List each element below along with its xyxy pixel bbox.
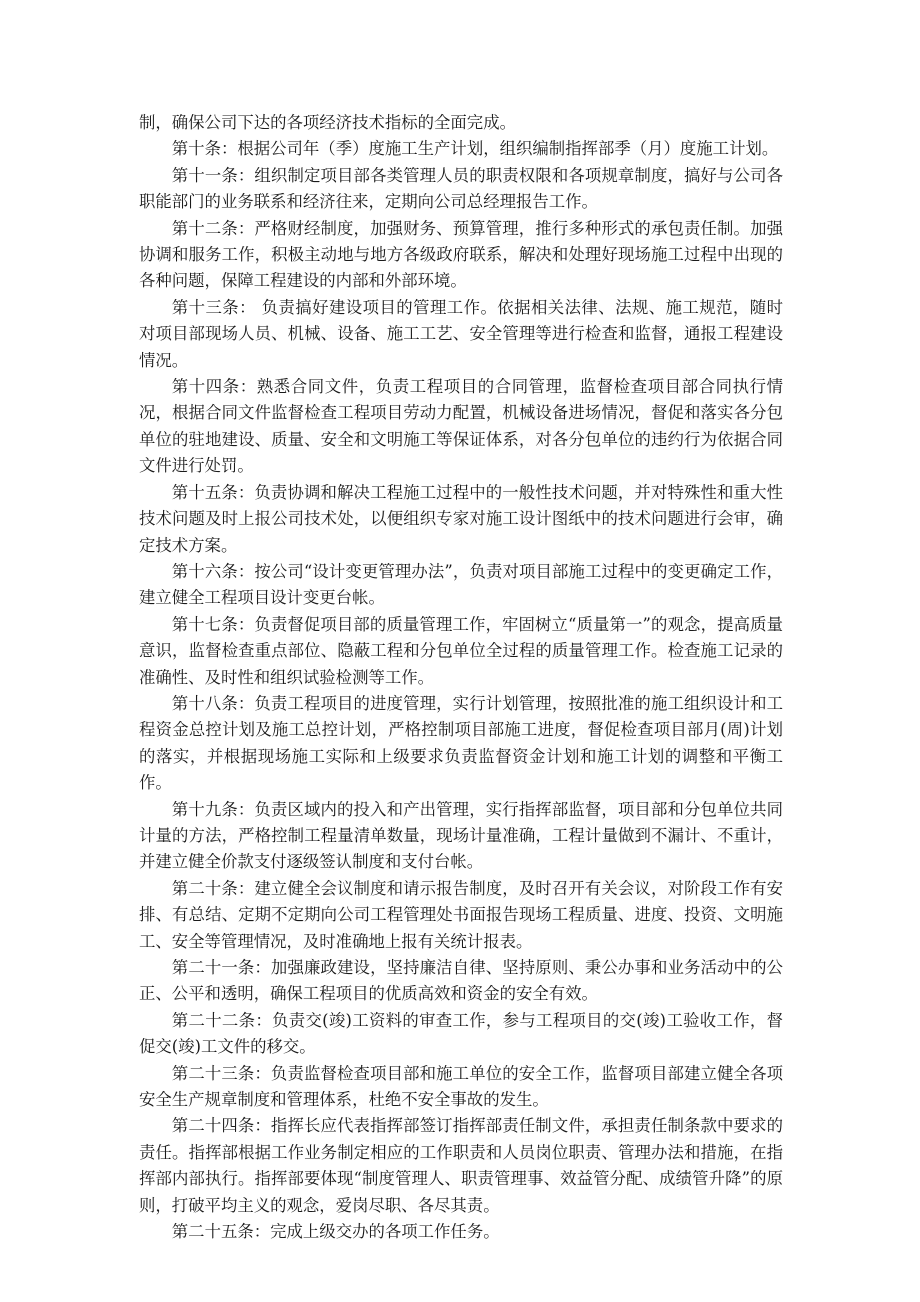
article-18: 第十八条：负责工程项目的进度管理，实行计划管理，按照批准的施工组织设计和工程资金总控计划及施工总控计划，严格控制项目部施工进度，督促检查项目部月(周)计划的落实，并根据现场施工实际和上级要求负责监督资金计划和施工计划的调整和平衡工作。 bbox=[139, 693, 783, 793]
article-13: 第十三条： 负责搞好建设项目的管理工作。依据相关法律、法规、施工规范，随时对项目部现场人员、机械、设备、施工工艺、安全管理等进行检查和监督，通报工程建设情况。 bbox=[139, 297, 783, 370]
article-16: 第十六条：按公司“设计变更管理办法”，负责对项目部施工过程中的变更确定工作，建立健全工程项目设计变更台帐。 bbox=[139, 561, 783, 608]
paragraph-continuation: 制，确保公司下达的各项经济技术指标的全面完成。 bbox=[139, 113, 516, 132]
article-11: 第十一条：组织制定项目部各类管理人员的职责权限和各项规章制度，搞好与公司各职能部门的业务联系和经济往来，定期向公司总经理报告工作。 bbox=[139, 165, 783, 212]
article-24: 第二十四条：指挥长应代表指挥部签订指挥部责任制文件，承担责任制条款中要求的责任。指挥部根据工作业务制定相应的工作职责和人员岗位职责、管理办法和措施，在指挥部内部执行。指挥部要体现“制度管理人、职责管理事、效益管分配、成绩管升降”的原则，打破平均主义的观念，爱岗尽职、各尽其责。 bbox=[139, 1116, 783, 1215]
article-22: 第二十二条：负责交(竣)工资料的审查工作，参与工程项目的交(竣)工验收工作，督促交(竣)工文件的移交。 bbox=[139, 1010, 783, 1057]
article-23: 第二十三条：负责监督检查项目部和施工单位的安全工作，监督项目部建立健全各项安全生产规章制度和管理体系，杜绝不安全事故的发生。 bbox=[139, 1063, 783, 1110]
article-14: 第十四条：熟悉合同文件，负责工程项目的合同管理，监督检查项目部合同执行情况，根据合同文件监督检查工程项目劳动力配置，机械设备进场情况，督促和落实各分包单位的驻地建设、质量、安全和文明施工等保证体系，对各分包单位的违约行为依据合同文件进行处罚。 bbox=[139, 377, 783, 476]
article-21: 第二十一条：加强廉政建设，坚持廉洁自律、坚持原则、秉公办事和业务活动中的公正、公平和透明，确保工程项目的优质高效和资金的安全有效。 bbox=[139, 958, 783, 1004]
document-body bbox=[139, 110, 783, 1245]
article-19: 第十九条：负责区域内的投入和产出管理，实行指挥部监督，项目部和分包单位共同计量的方法，严格控制工程量清单数量，现场计量准确，工程计量做到不漏计、不重计，并建立健全价款支付逐级签认制度和支付台帐。 bbox=[139, 799, 783, 872]
article-15: 第十五条：负责协调和解决工程施工过程中的一般性技术问题，并对特殊性和重大性技术问题及时上报公司技术处，以便组织专家对施工设计图纸中的技术问题进行会审，确定技术方案。 bbox=[139, 482, 783, 555]
article-20: 第二十条：建立健全会议制度和请示报告制度，及时召开有关会议，对阶段工作有安排、有总结、定期不定期向公司工程管理处书面报告现场工程质量、进度、投资、文明施工、安全等管理情况，及时准确地上报有关统计报表。 bbox=[139, 878, 783, 951]
article-25: 第二十五条：完成上级交办的各项工作任务。 bbox=[171, 1222, 500, 1242]
article-17: 第十七条：负责督促项目部的质量管理工作，牢固树立“质量第一”的观念，提高质量意识，监督检查重点部位、隐蔽工程和分包单位全过程的质量管理工作。检查施工记录的准确性、及时性和组织试验检测等工作。 bbox=[139, 614, 783, 687]
article-10: 第十条：根据公司年（季）度施工生产计划，组织编制指挥部季（月）度施工计划。 bbox=[171, 139, 779, 159]
article-12: 第十二条：严格财经制度，加强财务、预算管理，推行多种形式的承包责任制。加强协调和服务工作，积极主动地与地方各级政府联系，解决和处理好现场施工过程中出现的各种问题，保障工程建设的内部和外部环境。 bbox=[139, 218, 783, 291]
